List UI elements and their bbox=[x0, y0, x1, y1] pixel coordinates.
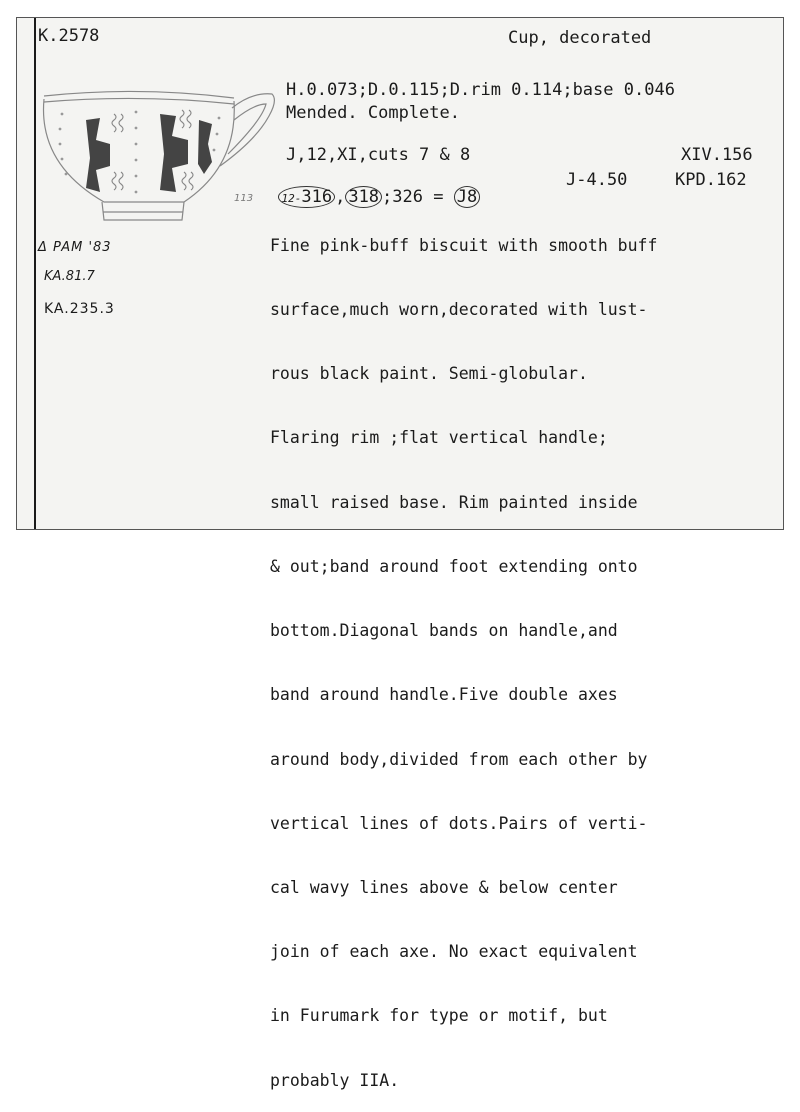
cup-drawing bbox=[24, 74, 284, 224]
drawing-number: 113 bbox=[234, 193, 254, 204]
description-line: vertical lines of dots.Pairs of verti- bbox=[270, 813, 648, 833]
handwritten-note-3: KA.235.3 bbox=[44, 301, 115, 317]
context-line: J,12,XI,cuts 7 & 8 bbox=[286, 145, 471, 165]
description-line: surface,much worn,decorated with lust- bbox=[270, 300, 648, 320]
level-j8: J8 bbox=[456, 187, 478, 207]
description-line: band around handle.Five double axes bbox=[270, 685, 618, 705]
level-2: 318 bbox=[348, 187, 380, 207]
description-line: Fine pink-buff biscuit with smooth buff bbox=[270, 235, 658, 255]
handwritten-note-1: Δ PAM '83 bbox=[38, 240, 112, 255]
description-line: cal wavy lines above & below center bbox=[270, 878, 618, 897]
description-line: & out;band around foot extending onto bbox=[270, 556, 638, 576]
description-line: rous black paint. Semi-globular. bbox=[270, 364, 588, 384]
description-line: small raised base. Rim painted inside bbox=[270, 492, 638, 512]
description-line: around body,divided from each other by bbox=[270, 749, 648, 769]
level-separator-2: ;326 = bbox=[382, 187, 444, 207]
description bbox=[270, 192, 657, 1112]
catalog-number: K.2578 bbox=[38, 26, 100, 46]
level-prefix: 12- bbox=[281, 192, 302, 205]
description-line: probably IIA. bbox=[270, 1070, 400, 1090]
level-reference: J-4.50 bbox=[566, 170, 628, 190]
description-line: join of each axe. No exact equivalent bbox=[270, 942, 638, 962]
level-separator-1: , bbox=[335, 187, 346, 207]
object-title: Cup, decorated bbox=[508, 28, 652, 48]
reference-right: XIV.156 bbox=[681, 145, 753, 165]
description-line: bottom.Diagonal bands on handle,and bbox=[270, 621, 618, 641]
dimensions-line: H.0.073;D.0.115;D.rim 0.114;base 0.046 bbox=[286, 80, 675, 100]
description-line: in Furumark for type or motif, but bbox=[270, 1006, 608, 1026]
handwritten-note-2: KA.81.7 bbox=[44, 269, 95, 284]
description-line: Flaring rim ;flat vertical handle; bbox=[270, 428, 608, 448]
condition-line: Mended. Complete. bbox=[286, 103, 460, 123]
level-1: 316 bbox=[301, 187, 333, 207]
kpd-reference: KPD.162 bbox=[675, 170, 747, 190]
